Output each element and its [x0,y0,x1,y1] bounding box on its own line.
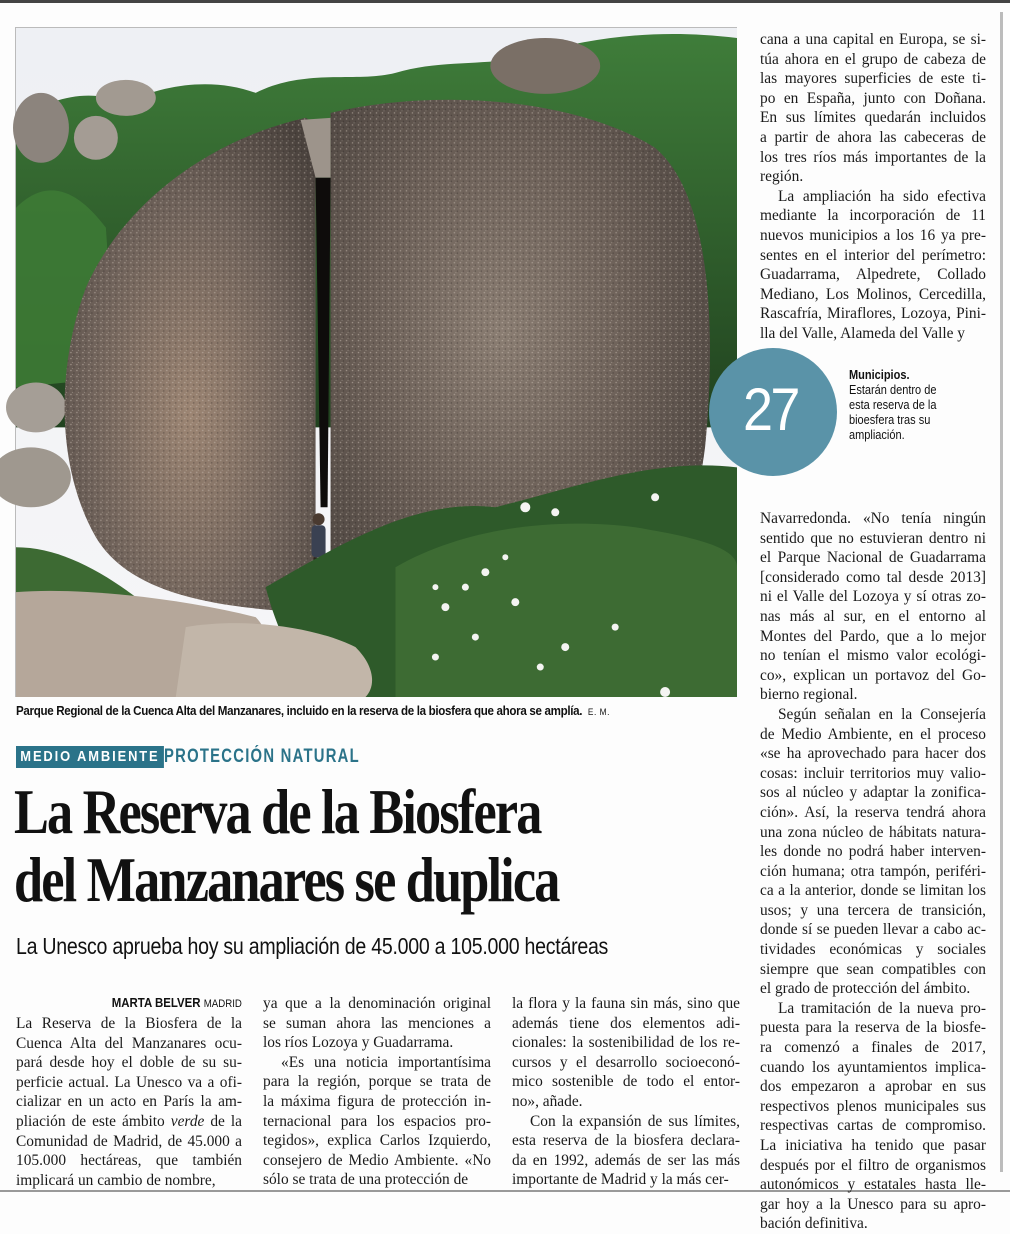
stat-desc-lines [849,383,963,443]
text-line: Con la expansión de sus límites, [530,1112,740,1130]
text-line: autonómicos y estatales hasta lle- [760,1176,986,1194]
text-line: da en 1992, además de ser las más [512,1151,740,1169]
text-line: La iniciativa ha tenido que pasar [760,1137,986,1154]
text-line: «se ha aprovechado para hacer dos [760,745,986,763]
text-line: ternacional para los espacios pro- [263,1112,491,1130]
text-line: respectivos plenos municipales sus [760,1097,986,1115]
text-line: sólo se trata de una protección de [263,1171,469,1189]
text-line: bierno regional. [760,686,858,704]
text-line: túa ahora en el grupo de cabeza de [760,50,986,68]
text-line: lla del Valle, Alameda del Valle y [760,324,966,342]
text-line: de Medio Ambiente, en el proceso [760,725,986,743]
text-line: perficie actual. La Unesco va a ofi- [16,1073,242,1091]
headline-line-2: del Manzanares se duplica [14,845,559,915]
section-subtag: PROTECCIÓN NATURAL [163,746,360,767]
text-line: ni el Valle del Lozoya y sí otras zo- [760,588,986,606]
text-line: Rascafría, Miraflores, Lozoya, Pini- [760,305,986,323]
subheadline: La Unesco aprueba hoy su ampliación de 45.000 a 105.000 hectáreas [16,933,609,959]
text-line: En sus límites quedarán incluidos [760,109,986,127]
byline-city: MADRID [203,998,242,1010]
text-line: bación definitiva. [760,1215,868,1233]
text-line: cializar en un acto en París la am- [16,1093,242,1111]
text-line: mico sostenible de todo el entor- [512,1073,740,1091]
text-line: ra comenzó a finales de 2017, [760,1039,986,1057]
stat-desc-line: bioesfera tras su [849,413,931,427]
text-line: Montes del Pardo, que a lo mejor [760,627,986,645]
text-line: dos empezaron a aprobar en sus [760,1078,986,1096]
text-line: nuevos municipios a los 16 ya pre- [760,226,986,244]
text-line: a partir de ahora las cabeceras de [760,128,986,146]
text-line: los tres ríos más importantes de la [760,148,986,166]
byline-wrap [112,995,242,1010]
text-line: consejero de Medio Ambiente. «No [263,1151,491,1169]
text-line: co», explican un portavoz del Go- [760,666,986,684]
text-line: los ríos Lozoya y Guadarrama. [263,1034,454,1052]
text-line: se suman ahora las menciones a [263,1014,491,1032]
body-column-1 [16,1014,242,1190]
text-line: ción humana; otra tampón, periféri- [760,862,986,880]
text-line: ya que a la denominación original [263,995,491,1012]
section-label [16,746,415,768]
stat-number: 27 [743,376,798,443]
stat-desc-line: esta reserva de la [849,398,937,412]
text-line: después por el filtro de organismos [760,1156,986,1174]
caption-text: Parque Regional de la Cuenca Alta del Manzanares, incluido en la reserva de la biosfera que ahora se amplía. [16,704,583,718]
body-column-2 [263,994,491,1190]
text-line: la máxima figura de protección in- [263,1092,491,1110]
text-line: cosas: incluir territorios muy valio- [760,764,986,782]
text-line: ción». Así, la reserva tendrá ahora [760,803,986,821]
top-rule [0,0,1010,3]
text-line: cana a una capital en Europa, se si- [760,31,986,48]
text-line: La Reserva de la Biosfera de la [16,1015,242,1032]
text-line: pliación de este ámbito verde de la [16,1112,242,1130]
text-line: respectivas cartas de compromiso. [760,1117,986,1135]
text-line: mediante la incorporación de 11 [760,207,986,225]
text-line: el grado de protección del ámbito. [760,980,971,998]
text-line: Cuenca Alta del Manzanares ocu- [16,1034,242,1052]
text-line: siempre que sean compatibles con [760,960,986,978]
photo-caption [16,704,610,718]
text-line: región. [760,168,804,186]
text-line: po en España, junto con Doñana. [760,89,986,107]
text-line: [considerado como tal desde 2013] [760,568,986,586]
text-line: tegidos», explica Carlos Izquierdo, [263,1132,491,1150]
text-line: sos al núcleo y adaptar la zonifica- [760,784,986,802]
text-line: no», añade. [512,1092,583,1110]
text-line: tividades económicas y sociales [760,941,986,959]
author-name: MARTA BELVER [111,995,201,1010]
text-line: Navarredonda. «No tenía ningún [760,510,986,527]
text-line: La tramitación de la nueva pro- [778,999,986,1017]
text-line: importante de Madrid y la más cer- [512,1171,729,1189]
photo-credit: E. M. [587,707,610,717]
stat-circle [737,348,837,476]
stat-desc-line: Estarán dentro de [849,383,937,397]
headline-line-1: La Reserva de la Biosfera [14,777,541,847]
text-line: Comunidad de Madrid, de 45.000 a [16,1132,242,1150]
body-column-4-bottom [760,509,986,1234]
text-line: puesta para la reserva de la biosfe- [760,1019,986,1037]
text-line: cionales: la sostenibilidad de los re- [512,1034,740,1052]
text-line: para la región, porque se trata de [263,1073,491,1091]
body-column-3 [512,994,740,1190]
text-line: una zona núcleo de hábitats natura- [760,823,986,841]
text-line: la flora y la fauna sin más, sino que [512,995,740,1012]
text-line: no tenían el mismo valor ecológi- [760,647,986,665]
page-edge [1000,12,1003,1172]
text-line: gar hoy a la Unesco para su apro- [760,1195,986,1213]
stat-desc-line: ampliación. [849,428,905,442]
stat-description [849,368,963,443]
text-line: usos; y una tercera de transición, [760,901,986,919]
text-line: implicará un cambio de nombre, [16,1171,216,1189]
text-line: el Parque Nacional de Guadarrama [760,549,986,567]
body-column-4-top [760,30,986,344]
section-tag: MEDIO AMBIENTE [16,746,164,768]
text-line: Guadarrama, Alpedrete, Collado [760,266,986,284]
text-line: esta reserva de la biosfera declara- [512,1132,740,1150]
text-line: nas más al sur, en el entorno al [760,607,986,625]
boulder-photo-illustration [16,28,737,697]
text-line: además tiene dos elementos adi- [512,1014,740,1032]
text-line: cuando los ayuntamientos implica- [760,1058,986,1076]
byline [16,995,242,1010]
stat-label: Municipios. [849,368,910,382]
text-line: les donde no podrá haber interven- [760,843,986,861]
text-line: ca a la anterior, donde se limitan los [760,882,986,900]
text-line: cursos y el desarrollo socioeconó- [512,1053,740,1071]
text-line: sentes en el interior del perímetro: [760,246,986,264]
headline [14,778,559,914]
text-line: donde sí se pueden llevar a cabo ac- [760,921,986,939]
text-line: La ampliación ha sido efectiva [778,187,986,205]
text-line: Mediano, Los Molinos, Cercedilla, [760,285,986,303]
text-line: «Es una noticia importantísima [281,1053,491,1071]
text-line: las mayores superficies de este ti- [760,70,986,88]
text-line: sentido que no estuvieran dentro ni [760,529,986,547]
text-line: Según señalan en la Consejería [778,705,986,723]
article-photo [15,27,737,697]
text-line: 105.000 hectáreas, que también [16,1152,242,1170]
text-line: pará desde hoy el doble de su su- [16,1054,242,1072]
